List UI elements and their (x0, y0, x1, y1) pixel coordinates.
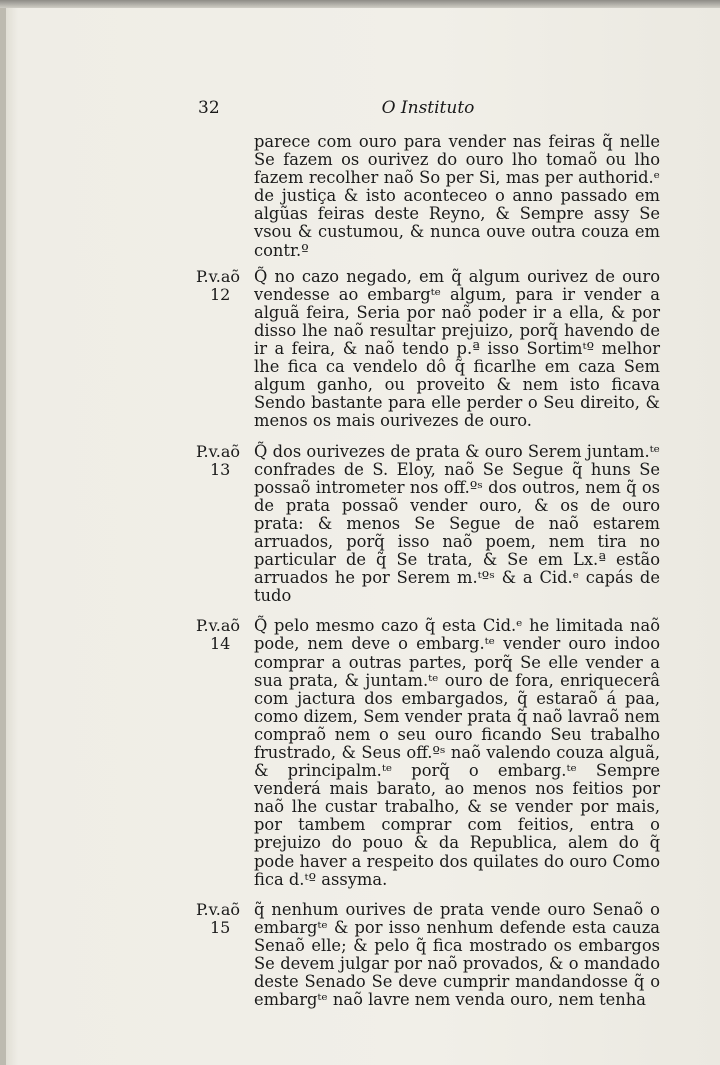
marker-label: P.v.aõ (196, 899, 241, 919)
running-title: O Instituto (381, 98, 475, 118)
marker-number: 15 (210, 917, 231, 937)
paragraph-item (196, 443, 660, 606)
margin-marker (196, 268, 248, 304)
marker-label: P.v.aõ (196, 616, 241, 636)
marker-label: P.v.aõ (196, 266, 241, 286)
paragraph-text: Q̃ pelo mesmo cazo q̃ esta Cid.ᵉ he limitada naõ pode, nem deve o embarg.ᵗᵉ vender ouro indoo comprar a outras partes, porq̃ Se elle vender a sua prata, & juntam.ᵗᵉ ouro de fora, enriquecerâ com jactura dos embargados, q̃ estaraõ á paa, como dizem, Sem vender prata q̃ naõ lavraõ nem compraõ nem o seu ouro ficando Seu trabalho frustrado, & Seus off.ºˢ naõ valendo couza alguã, & principalm.ᵗᵉ porq̃ o embarg.ᵗᵉ Sempre venderá mais barato, ao menos nos feitios por naõ lhe custar trabalho, & se vender por mais, por tambem comprar com feitios, entra o prejuizo do pouo & da Republica, alem do q̃ pode haver a respeito dos quilates do ouro Como fica d.ᵗº assyma. (254, 616, 660, 889)
paragraph-text: Q̃ no cazo negado, em q̃ algum ourivez de ouro vendesse ao embargᵗᵉ algum, para ir vender a alguã feira, Seria por naõ poder ir a ella, & por disso lhe naõ resultar prejuizo, porq̃ havendo de ir a feira, & naõ tendo p.ª isso Sortimᵗº melhor lhe fica ca vendelo dô q̃ ficarlhe em caza Sem algum ganho, ou proveito & nem isto ficava Sendo bastante para elle perder o Seu direito, & menos os mais ourivezes de ouro. (254, 266, 660, 431)
paragraph-text: parece com ouro para vender nas feiras q̃ nelle Se fazem os ourivez do ouro lho tomaõ ou lho fazem recolher naõ So per Si, mas per authorid.ᵉ de justiça & isto aconteceo o anno passado em algũas feiras deste Reyno, & Sempre assy Se vsou & custumou, & nunca ouve outra couza em contr.º (254, 132, 660, 260)
margin-marker (196, 617, 248, 653)
paragraph-item (196, 268, 660, 431)
page-header (198, 98, 658, 122)
margin-marker (196, 443, 248, 479)
marker-number: 14 (210, 634, 231, 654)
marker-label: P.v.aõ (196, 441, 241, 461)
paragraph-item (196, 901, 660, 1010)
paragraph-item (196, 617, 660, 888)
page-body (196, 133, 660, 1021)
paragraph-continuation (196, 133, 660, 260)
marker-number: 12 (210, 284, 231, 304)
paragraph-text: Q̃ dos ourivezes de prata & ouro Serem juntam.ᵗᵉ confrades de S. Eloy, naõ Se Segue q̃ huns Se possaõ intrometer nos off.ºˢ dos outros, nem q̃ os de prata possaõ vender ouro, & os de ouro prata: & menos Se Segue de naõ estarem arruados, porq̃ isso naõ poem, nem tira no particular de q̃ Se trata, & Se em Lx.ª estão arruados he por Serem m.ᵗºˢ & a Cid.ᵉ capás de tudo (254, 441, 660, 606)
margin-marker (196, 901, 248, 937)
page-number: 32 (198, 98, 220, 118)
paragraph-text: q̃ nenhum ourives de prata vende ouro Senaõ o embargᵗᵉ & por isso nenhum defende esta cauza Senaõ elle; & pelo q̃ fica mostrado os embargos Se devem julgar por naõ provados, & o mandado deste Senado Se deve cumprir mandandosse q̃ o embargᵗᵉ naõ lavre nem venda ouro, nem tenha (254, 899, 660, 1010)
marker-number: 13 (210, 459, 231, 479)
